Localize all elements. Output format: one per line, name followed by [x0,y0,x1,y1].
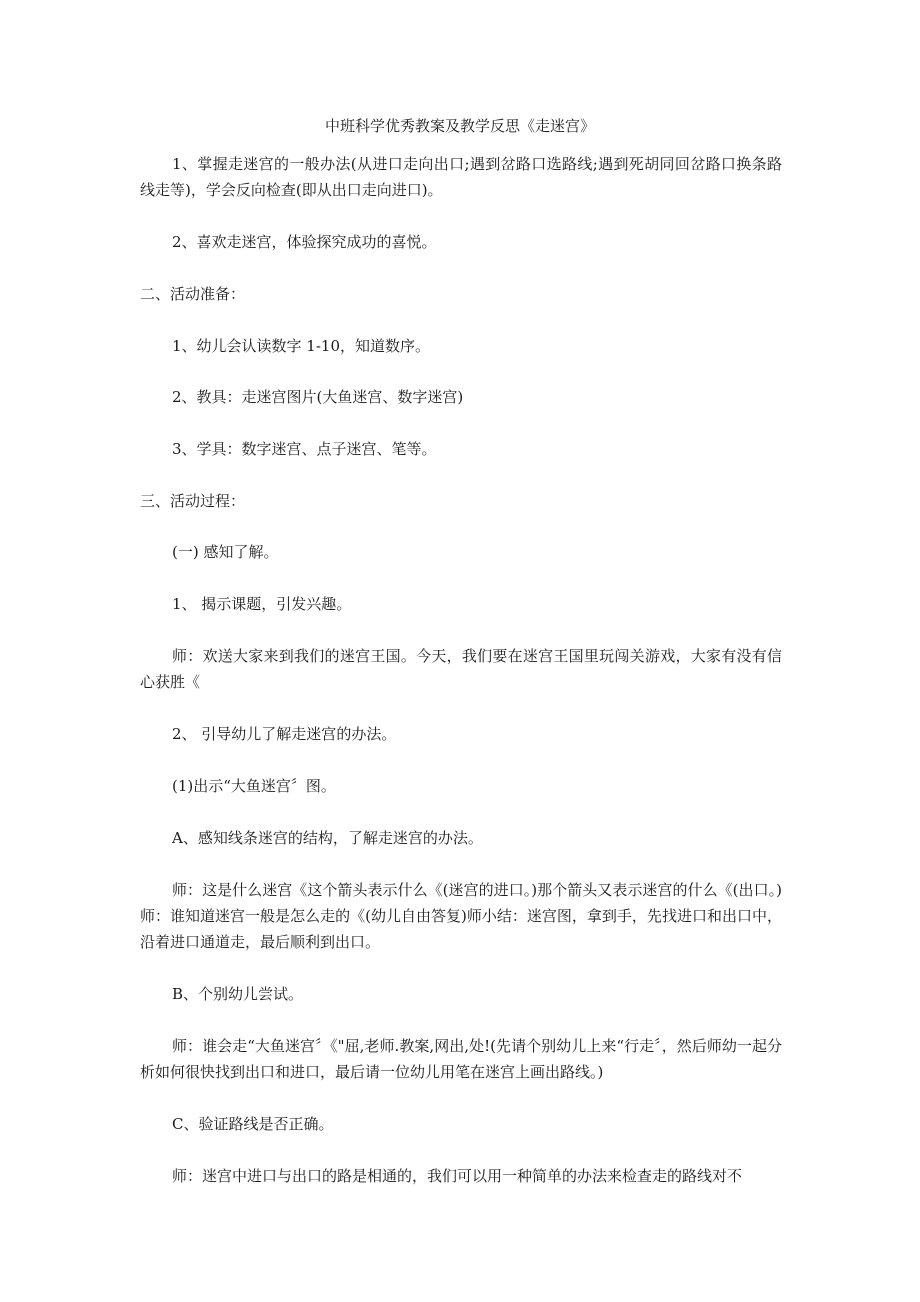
paragraph-show-fish-maze: (1)出示“大鱼迷宫〞图。 [172,777,336,795]
paragraph-step-1: 1、 揭示课题，引发兴趣。 [172,595,352,613]
paragraph-prep-2: 2、教具：走迷宫图片(大鱼迷宫、数字迷宫) [172,388,464,406]
paragraph-sub-a: A、感知线条迷宫的结构，了解走迷宫的办法。 [172,829,483,847]
paragraph-prep-1: 1、幼儿会认读数字 1-10，知道数序。 [172,337,431,355]
paragraph-prep-3: 3、学具：数字迷宫、点子迷宫、笔等。 [172,440,437,458]
paragraph-step-2: 2、 引导幼儿了解走迷宫的办法。 [172,725,397,743]
paragraph-sub-c: C、验证路线是否正确。 [172,1115,334,1133]
section-heading-preparation: 二、活动准备： [140,285,246,303]
paragraph-goal-1: 1、掌握走迷宫的一般办法(从进口走向出口;遇到岔路口选路线;遇到死胡同回岔路口换条路线走等)，学会反向检查(即从出口走向进口)。 [140,155,782,199]
paragraph-goal-2: 2、喜欢走迷宫，体验探究成功的喜悦。 [172,233,437,251]
paragraph-teacher-explain: 师：这是什么迷宫《这个箭头表示什么《(迷宫的进口。)那个箭头又表示迷宫的什么《(出口。)师：谁知道迷宫一般是怎么走的《(幼儿自由答复)师小结：迷宫图，拿到手，先找进口和出口中，沿着进口通道走，最后顺利到出口。 [140,881,782,951]
paragraph-step-perceive: (一) 感知了解。 [172,543,279,561]
section-heading-process: 三、活动过程： [140,492,246,510]
paragraph-teacher-welcome: 师：欢送大家来到我们的迷宫王国。今天，我们要在迷宫王国里玩闯关游戏，大家有没有信心获胜《 [140,647,782,691]
paragraph-teacher-try: 师：谁会走“大鱼迷宫〞《"屈,老师.教案,网出,处!(先请个别幼儿上来“行走〞，然后师幼一起分析如何很快找到出口和进口，最后请一位幼儿用笔在迷宫上画出路线。) [140,1037,782,1081]
paragraph-sub-b: B、个别幼儿尝试。 [172,985,304,1003]
paragraph-teacher-verify: 师：迷宫中进口与出口的路是相通的，我们可以用一种简单的办法来检查走的路线对不 [172,1167,743,1185]
document-title: 中班科学优秀教案及教学反思《走迷宫》 [324,117,595,135]
